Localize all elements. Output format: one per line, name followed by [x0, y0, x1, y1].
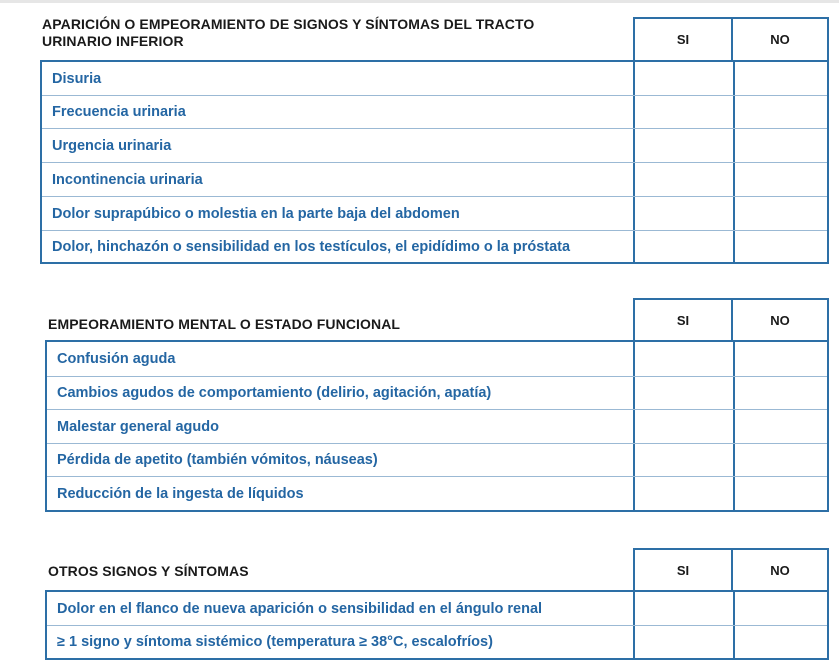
checklist-table: [40, 60, 829, 264]
table-row: [47, 476, 827, 510]
checkbox-cell-si[interactable]: [633, 62, 733, 95]
row-label: Dolor suprapúbico o molestia en la parte baja del abdomen: [52, 205, 460, 222]
checkbox-cell-no[interactable]: [733, 129, 829, 162]
row-label: Reducción de la ingesta de líquidos: [57, 485, 304, 502]
checkbox-cell-no[interactable]: [733, 626, 829, 658]
column-header-no: NO: [733, 548, 829, 592]
checkbox-cell-si[interactable]: [633, 197, 733, 230]
checkbox-cell-si[interactable]: [633, 342, 733, 376]
row-label: ≥ 1 signo y síntoma sistémico (temperatura ≥ 38°C, escalofríos): [57, 634, 493, 650]
checkbox-cell-si[interactable]: [633, 163, 733, 196]
section-title: [48, 316, 400, 333]
table-row: [42, 95, 827, 128]
checkbox-cell-no[interactable]: [733, 477, 829, 510]
checkbox-cell-si[interactable]: [633, 626, 733, 658]
table-row: [47, 625, 827, 658]
checkbox-cell-no[interactable]: [733, 231, 829, 262]
checkbox-cell-no[interactable]: [733, 592, 829, 625]
row-label: Dolor en el flanco de nueva aparición o sensibilidad en el ángulo renal: [57, 600, 543, 617]
top-edge-strip: [0, 0, 839, 3]
checkbox-cell-si[interactable]: [633, 129, 733, 162]
table-row: [47, 342, 827, 376]
section-title: [48, 563, 249, 580]
column-header-si: SI: [633, 548, 733, 592]
section-title-line: OTROS SIGNOS Y SÍNTOMAS: [48, 563, 249, 579]
column-header-si: SI: [633, 17, 733, 62]
table-row: [42, 128, 827, 162]
checkbox-cell-si[interactable]: [633, 592, 733, 625]
section-title-line: APARICIÓN O EMPEORAMIENTO DE SIGNOS Y SÍNTOMAS DEL TRACTO: [42, 16, 535, 32]
row-label: Malestar general agudo: [57, 418, 219, 435]
row-label: Frecuencia urinaria: [52, 104, 186, 120]
table-row: [47, 443, 827, 476]
row-label: Dolor, hinchazón o sensibilidad en los testículos, el epidídimo o la próstata: [52, 238, 571, 255]
table-row: [42, 230, 827, 262]
row-label: Incontinencia urinaria: [52, 171, 203, 188]
column-header-no: NO: [733, 17, 829, 62]
table-row: [47, 592, 827, 625]
checkbox-cell-no[interactable]: [733, 197, 829, 230]
checklist-table: [45, 590, 829, 660]
section-title-line: URINARIO INFERIOR: [42, 33, 184, 49]
checkbox-cell-no[interactable]: [733, 62, 829, 95]
checkbox-cell-si[interactable]: [633, 377, 733, 409]
checkbox-cell-si[interactable]: [633, 410, 733, 443]
table-row: [47, 409, 827, 443]
checkbox-cell-no[interactable]: [733, 410, 829, 443]
checkbox-cell-no[interactable]: [733, 163, 829, 196]
column-header-no: NO: [733, 298, 829, 342]
checkbox-cell-no[interactable]: [733, 96, 829, 128]
checkbox-cell-si[interactable]: [633, 477, 733, 510]
checkbox-cell-si[interactable]: [633, 96, 733, 128]
row-label: Confusión aguda: [57, 351, 176, 367]
section-title-line: EMPEORAMIENTO MENTAL O ESTADO FUNCIONAL: [48, 316, 401, 332]
row-label: Cambios agudos de comportamiento (delirio, agitación, apatía): [57, 385, 492, 401]
checklist-table: [45, 340, 829, 512]
checkbox-cell-si[interactable]: [633, 444, 733, 476]
checkbox-cell-no[interactable]: [733, 444, 829, 476]
checkbox-cell-si[interactable]: [633, 231, 733, 262]
row-label: Pérdida de apetito (también vómitos, náuseas): [57, 452, 378, 468]
table-row: [47, 376, 827, 409]
checkbox-cell-no[interactable]: [733, 377, 829, 409]
checkbox-cell-no[interactable]: [733, 342, 829, 376]
row-label: Disuria: [52, 70, 102, 87]
column-header-si: SI: [633, 298, 733, 342]
row-label: Urgencia urinaria: [52, 137, 172, 154]
table-row: [42, 62, 827, 95]
table-row: [42, 196, 827, 230]
table-row: [42, 162, 827, 196]
section-title: [42, 16, 534, 50]
